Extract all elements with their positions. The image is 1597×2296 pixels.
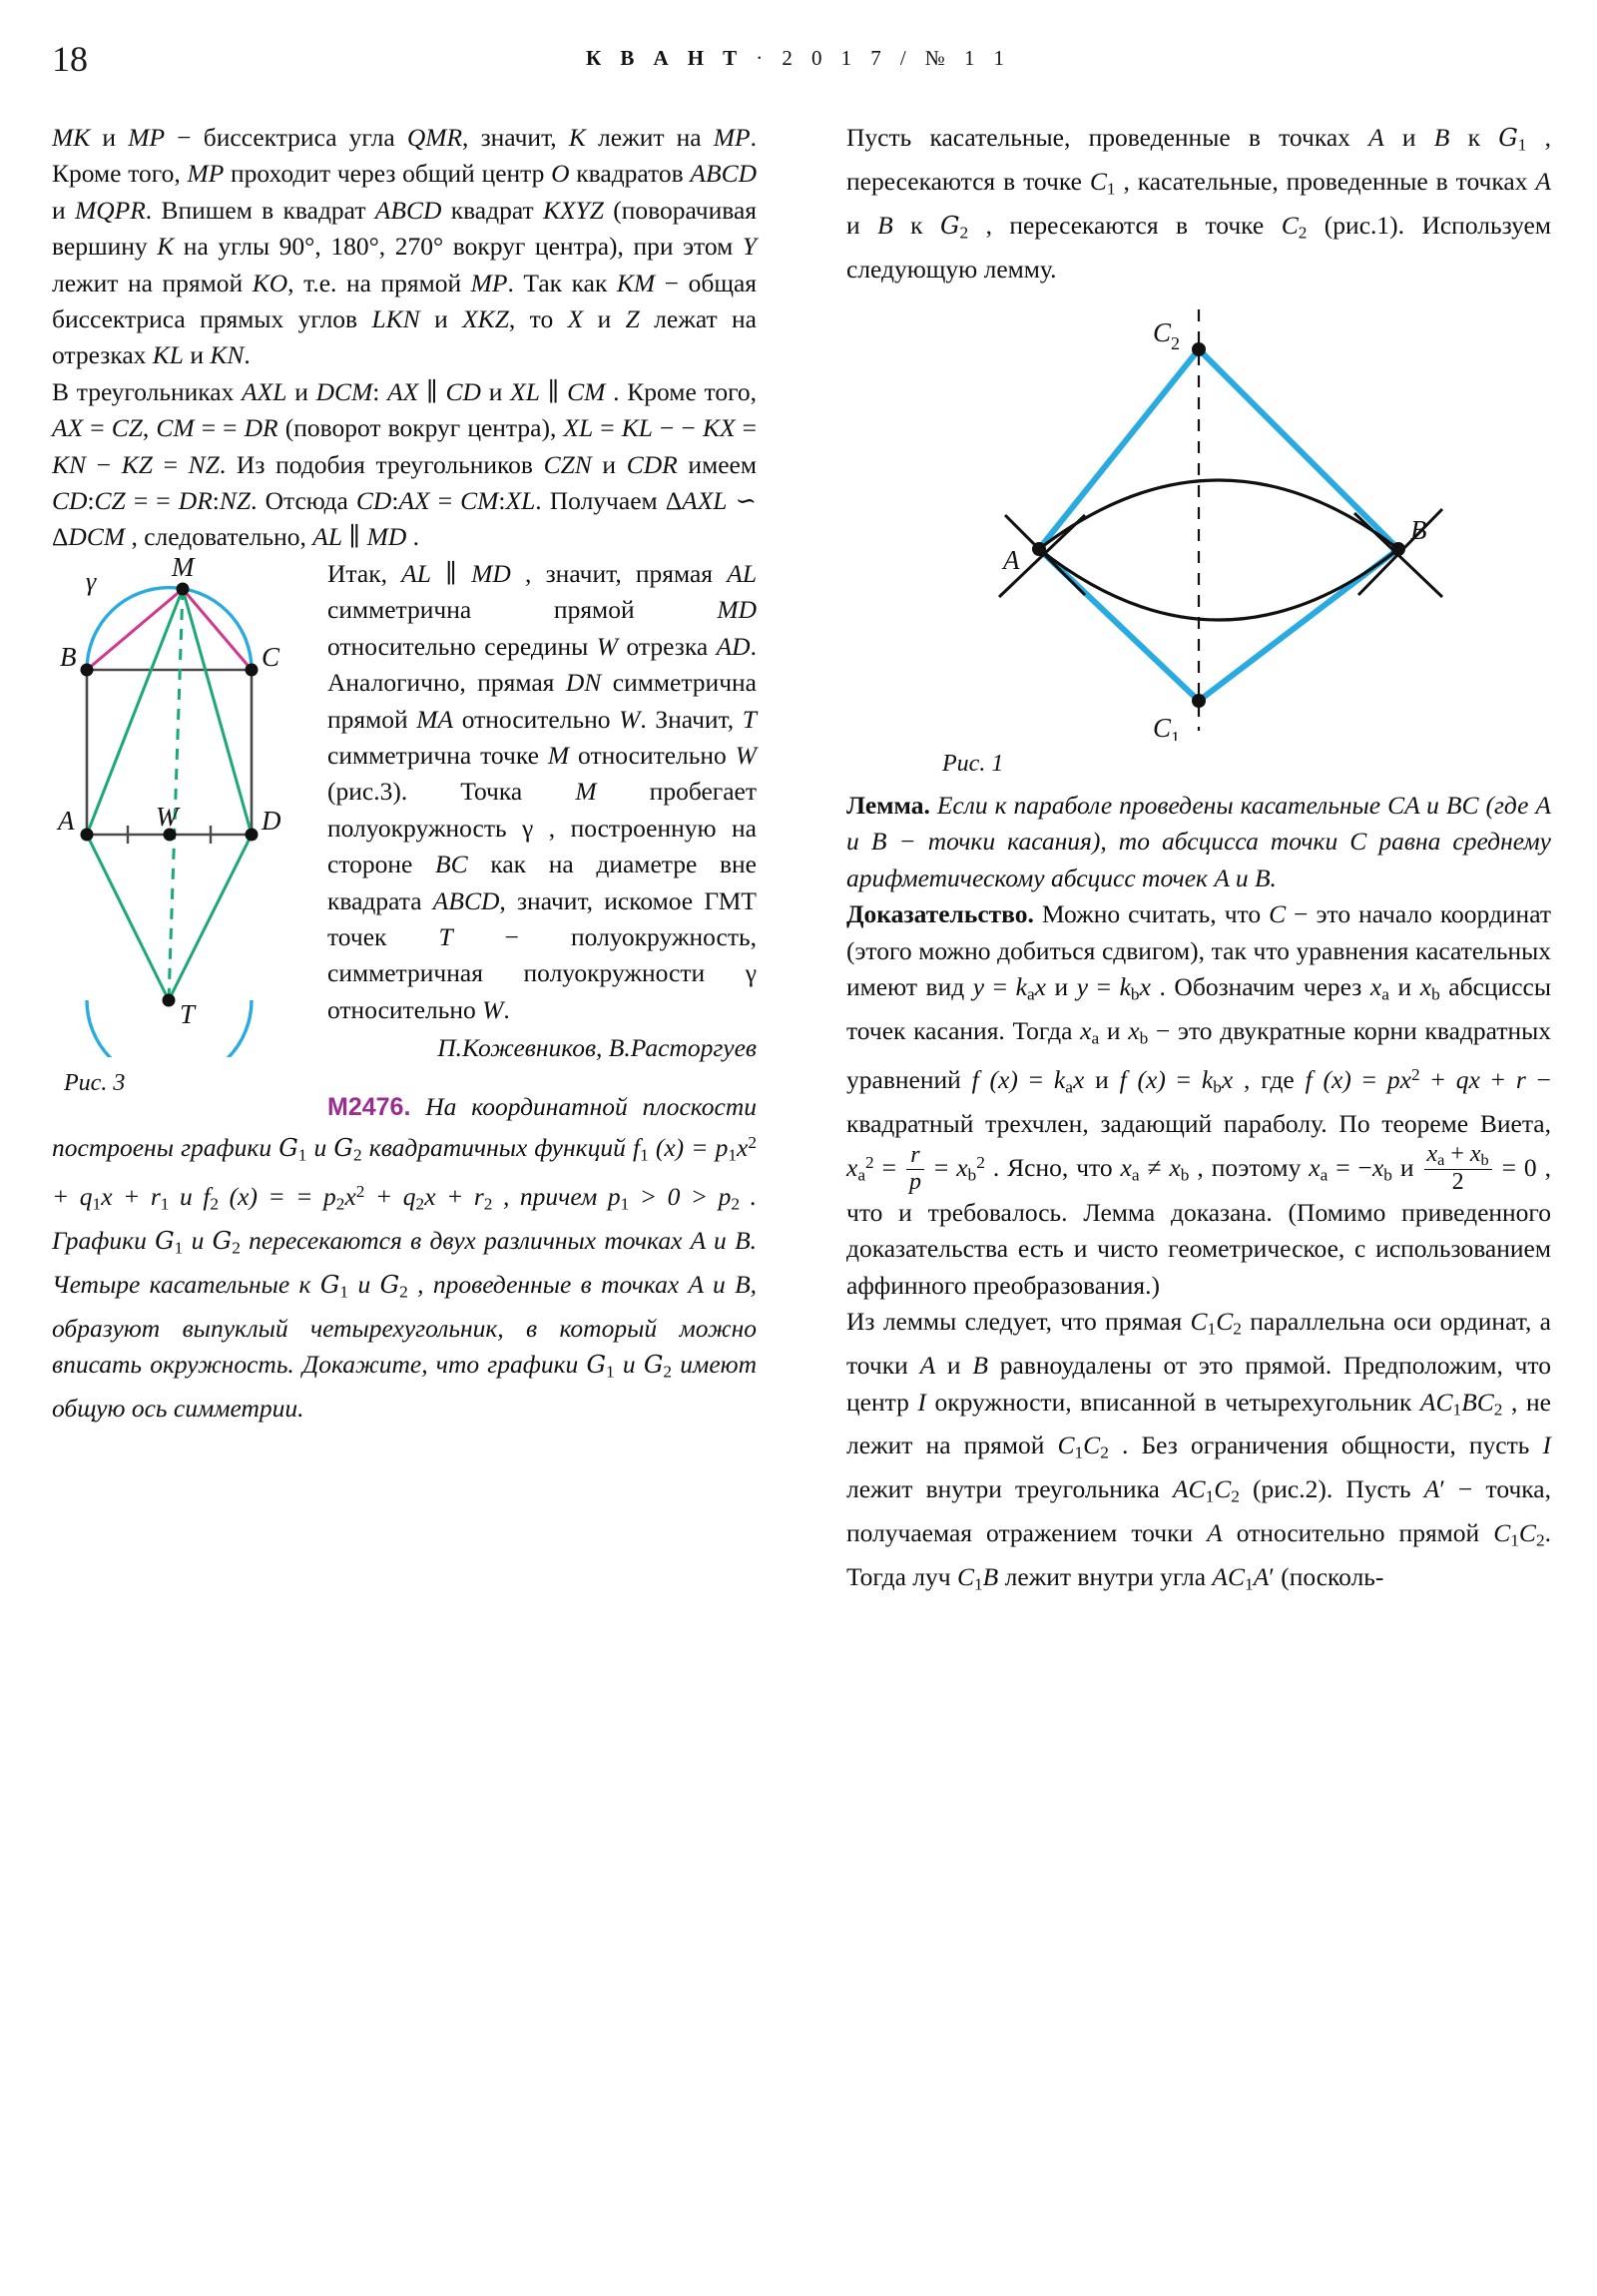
parabola-g1-lower [1039, 549, 1398, 620]
point-T [163, 993, 176, 1006]
conclusion-paragraph: Из леммы следует, что прямая $C_1C_2$ параллельна оси ординат, а точки A и B равноудалены от это прямой. Предположим, что центр I окружности, вписанной в четырехугольник $AC_1BC_2$ , не лежит на прямой $C_1C_2$ . Без ограничения общности, пусть I лежит внутри треугольника $AC_1C_2$ (рис.2). Пусть A′ − точка, получаемая отражением точки A относительно прямой $C_1C_2$. Тогда луч $C_1B$ лежит внутри угла $AC_1A'$ (посколь- [846, 1307, 1551, 1594]
tangent-quadrilateral [1039, 349, 1398, 701]
problem-number: M2476. [327, 1092, 411, 1121]
segment-mt-dashed [169, 589, 183, 1000]
point-M [177, 582, 190, 595]
point-C2 [1192, 342, 1206, 356]
label-W: W [156, 801, 179, 832]
label-C1-sub: 1 [1171, 728, 1180, 742]
magazine-title: К В А Н Т [585, 46, 745, 70]
lemma-paragraph [846, 788, 1551, 896]
label-C1: C [1153, 713, 1172, 742]
paragraph-3: Итак, AL ∥ MD , значит, прямая AL симметрична прямой MD относительно середины W отрезка AD. Аналогично, прямая DN симметрична прямой MA относительно W. Значит, T симметрична точке M относительно W (рис.3). Точка M пробегает полуокружность γ , построенную на стороне BC как на диаметре вне квадрата ABCD, значит, искомое ГМТ точек T − полуокружность, симметричная полуокружности γ относительно W. [327, 558, 758, 1024]
label-A: A [1003, 545, 1020, 576]
label-D: D [262, 805, 281, 836]
point-A [1032, 542, 1046, 556]
runhead-separator: · [756, 46, 771, 70]
figure-1 [846, 301, 1551, 782]
point-B [81, 663, 94, 676]
left-column [52, 120, 757, 1427]
lemma-title: Лемма. [846, 790, 930, 820]
figure-1-caption: Рис. 1 [942, 750, 1004, 777]
lemma-body: Если к параболе проведены касательные CA и BC (где A и B − точки касания), то абсцисса точки C равна среднему арифметическому абсцисс точек A и B. [846, 790, 1551, 892]
segment-at [87, 835, 169, 1000]
label-B: B [1410, 515, 1427, 546]
vieta-equation: $x_a^2$ = $\frac{r}{p}$ = $x_b^2$ . Ясно, [846, 1142, 1069, 1195]
proof-continuation-1: что $x_a \ne x_b$ , поэтому $x_a = -x_b$ и [1076, 1153, 1414, 1185]
paragraph-2: В треугольниках AXL и DCM: AX ∥ CD и XL ∥ CM . Кроме того, AX = CZ, CM = = DR (поворот вокруг центра), XL = KL − − KX = KN − KZ = NZ. Из подобия треугольников CZN и CDR имеем CD:CZ = = DR:NZ. Отсюда CD:AX = CM:XL. Получаем ΔAXL ∽ ΔDCM , следовательно, AL ∥ MD . [52, 376, 758, 552]
figure-3-svg [52, 558, 313, 1057]
proof-continuation-3: доказана. (Помимо приведенного доказательства есть и чисто геометрическое, с использованием аффинного преобразования.) [846, 1197, 1552, 1300]
point-C [246, 663, 259, 676]
label-C2: C [1153, 317, 1172, 348]
page-header [0, 34, 1597, 82]
figure-3 [52, 558, 313, 1102]
page-number: 18 [52, 39, 88, 79]
solution-intro: Пусть касательные, проведенные в точках A и B к $G_1$ , пересекаются в точке $C_1$ , касательные, проведенные в точках A и B к $G_2$ , пересекаются в точке $C_2$ (рис.1). Используем следующую лемму. [846, 123, 1551, 284]
right-column [846, 120, 1551, 1603]
paragraph-1: MK и MP − биссектриса угла QMR, значит, K лежит на MP. Кроме того, MP проходит через общий центр O квадратов ABCD и MQPR. Впишем в квадрат ABCD квадрат KXYZ (поворачивая вершину K на углы 90°, 180°, 270° вокруг центра), при этом Y лежит на прямой KO, т.е. на прямой MP. Так как KM − общая биссектриса прямых углов LKN и XKZ, то X и Z лежат на отрезках KL и KN. [52, 123, 758, 370]
label-A: A [58, 805, 75, 836]
figure-1-svg [899, 301, 1498, 741]
point-B [1391, 542, 1405, 556]
proof-title: Доказательство. [846, 899, 1034, 929]
segment-dt [169, 835, 252, 1000]
proof-continuation-2: $\frac{x_a + x_b}{2}$ = 0 , что и требовалось. Лемма [846, 1141, 1552, 1227]
article-signature: П.Кожевников, В.Расторгуев [437, 1033, 757, 1063]
problem-text: На координатной плоскости построены графики $G_1$ и $G_2$ квадратичных функций $f_1$ $(x) = p_1x^2 + q_1x + r_1$ и $f_2$ (x) = = $p_2x^2 + q_2x + r_2$ , причем $p_1 > 0 > p_2$ . Графики $G_1$ и $G_2$ пересекаются в двух различных точках A и B. Четыре касательные к $G_1$ и $G_2$ , проведенные в точках A и B, образуют выпуклый четырехугольник, в который можно вписать окружность. Докажите, что графики $G_1$ и $G_2$ имеют общую ось симметрии. [52, 1091, 758, 1423]
problem-m2476 [52, 1089, 757, 1428]
label-C: C [262, 641, 280, 672]
label-T: T [180, 998, 196, 1029]
label-M: M [172, 557, 195, 582]
point-C1 [1192, 694, 1206, 708]
segment-md [183, 589, 252, 835]
label-C2-sub: 2 [1171, 333, 1180, 354]
proof-body: Можно считать, что C − это начало координат (этого можно добиться сдвигом), так что уравнения касательных имеют вид $y = k_ax$ и $y = k_bx$ . Обозначим через $x_a$ и $x_b$ абсциссы точек касания. Тогда $x_a$ и $x_b$ − это двукратные корни квадратных уравнений f $(x) = k_ax$ и f $(x) = k_bx$ , где f $(x) = px^2$ + qx + r − квадратный трехчлен, задающий параболу. По теореме Виета, [846, 899, 1551, 1138]
figure-3-caption: Рис. 3 [64, 1070, 126, 1097]
point-A [81, 828, 94, 841]
gamma-mirror-arc [87, 1000, 252, 1057]
proof-paragraph [846, 896, 1551, 1304]
running-head [0, 46, 1597, 71]
point-D [246, 828, 259, 841]
label-gamma: γ [86, 566, 97, 596]
label-B: B [60, 641, 77, 672]
parabola-g2-upper [1039, 480, 1398, 549]
issue-label: 2 0 1 7 / № 1 1 [782, 46, 1011, 70]
